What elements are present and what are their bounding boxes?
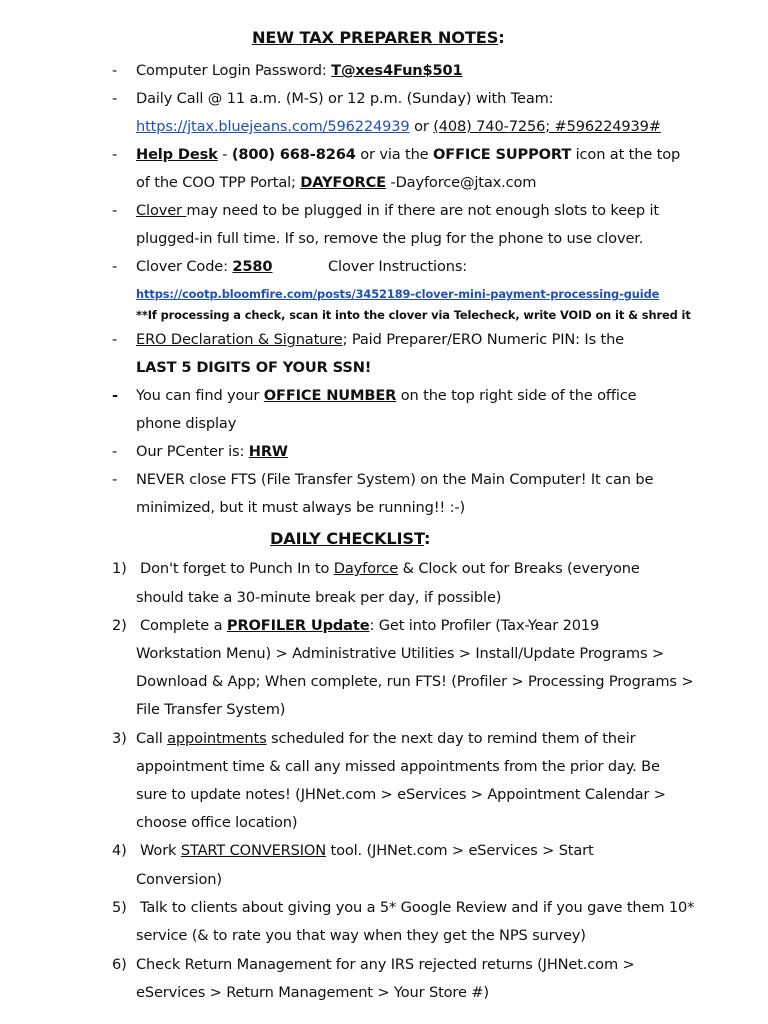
- bluejeans-link[interactable]: https://jtax.bluejeans.com/596224939: [136, 118, 410, 135]
- login-password: T@xes4Fun$501: [331, 62, 463, 79]
- page-title: NEW TAX PREPARER NOTES:: [252, 28, 505, 47]
- document-page: NEW TAX PREPARER NOTES: - Computer Login Password: T@xes4Fun$501 - Daily Call @ 11 a.m. (M-S) or 12 p.m. (Sunday) with Team: https://jtax.bluejeans.com/596224939 or (408) 740-7256; #596224939# - Help Desk - (800) 668-8264 or via the OFFICE SUPPORT icon at the top of the COO TPP Portal; DAYFORCE -Dayforce@jtax.com - Clover may need to be plugged in if there are not enough slots to keep it plugged-in full time. If so, remove the plug for the phone to use clover. - Clover Code: 2580 Clover Instructions: https://cootp.bloomfire.com/posts/3452189-clover-mini-payment-processing-guide **If processing a check, scan it into the clover via Telecheck, write VOID on it & shred it - ERO Declaration & Signature; Paid Preparer/ERO Numeric PIN: Is the LAST 5 DIGITS OF YOUR SSN! - You can find your OFFICE NUMBER on the top right side of the office phone display - Our PCenter is: HRW - NEVER close FTS (File Transfer System) on the Main Computer! It can be minimized, but it must always be running!! :-) DAILY CHECKLIST: 1) Don't forget to Punch In to Dayforce & Clock out for Breaks (everyone should take a 30-minute break per day, if possible) 2) Complete a PROFILER Update: Get into Profiler (Tax-Year 2019 Workstation Menu) > Administrative Utilities > Install/Update Programs > Download & App; When complete, run FTS! (Profiler > Processing Programs > File Transfer System) 3) Call appointments scheduled for the next day to remind them of their appointment time & call any missed appointments from the prior day. Be sure to update notes! (JHNet.com > eServices > Appointment Calendar > choose office location) 4) Work START CONVERSION tool. (JHNet.com > eServices > Start Conversion) 5) Talk to clients about giving you a 5* Google Review and if you gave them 10* service (& to rate you that way when they get the NPS survey) 6) Check Return Management for any IRS rejected returns (JHNet.com > eServices > Return Management > Your Store #): [112, 28, 695, 1001]
- checklist-title: DAILY CHECKLIST:: [270, 529, 431, 548]
- clover-guide-link[interactable]: https://cootp.bloomfire.com/posts/3452189-clover-mini-payment-processing-guide: [136, 287, 660, 301]
- team-phone: (408) 740-7256; #596224939#: [433, 118, 661, 135]
